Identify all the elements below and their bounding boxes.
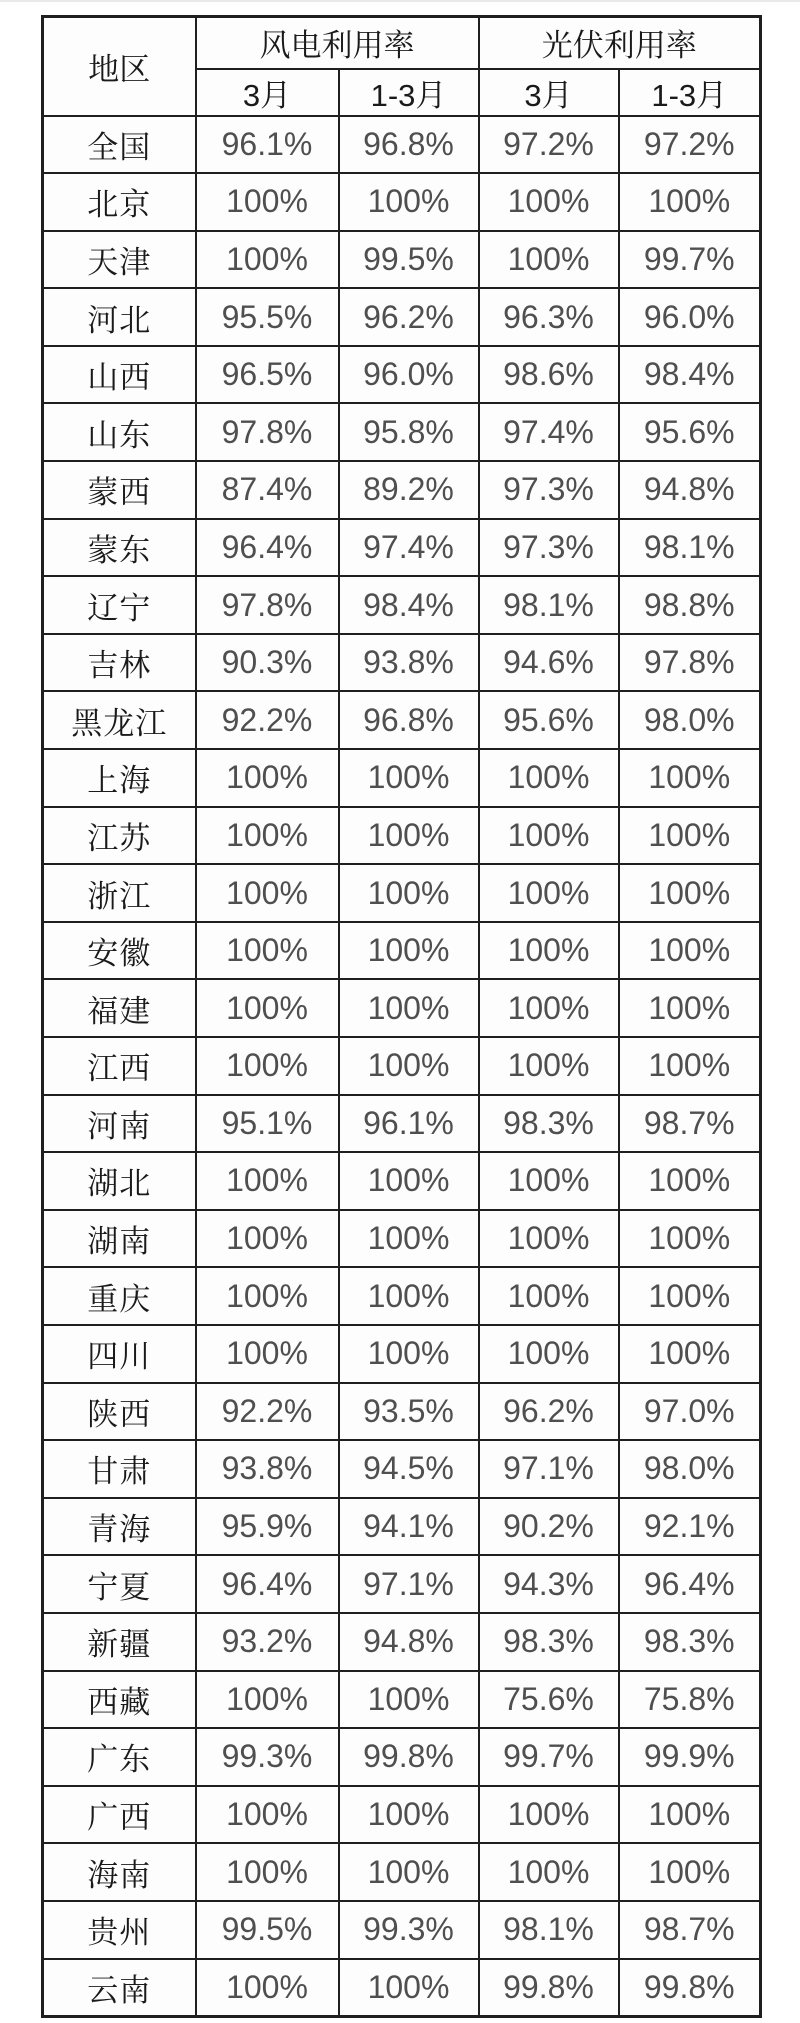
region-cell: 河南 xyxy=(43,1095,196,1153)
pv-jan-mar-cell: 92.1% xyxy=(619,1498,761,1556)
pv-march-cell: 100% xyxy=(479,173,619,231)
region-cell: 重庆 xyxy=(43,1267,196,1325)
pv-jan-mar-cell: 100% xyxy=(619,979,761,1037)
region-cell: 陕西 xyxy=(43,1383,196,1441)
table-row xyxy=(43,979,761,1037)
wind-march-cell: 95.1% xyxy=(196,1095,339,1153)
wind-jan-mar-cell: 100% xyxy=(339,1671,479,1729)
header-wind-jan-mar: 1-3月 xyxy=(339,69,479,116)
table-row xyxy=(43,1095,761,1153)
wind-jan-mar-cell: 99.8% xyxy=(339,1728,479,1786)
pv-jan-mar-cell: 97.2% xyxy=(619,116,761,174)
pv-jan-mar-cell: 100% xyxy=(619,922,761,980)
table-row xyxy=(43,1728,761,1786)
wind-jan-mar-cell: 93.8% xyxy=(339,634,479,692)
pv-jan-mar-cell: 98.8% xyxy=(619,576,761,634)
wind-jan-mar-cell: 93.5% xyxy=(339,1383,479,1441)
table-row xyxy=(43,1613,761,1671)
region-cell: 浙江 xyxy=(43,864,196,922)
wind-march-cell: 100% xyxy=(196,1210,339,1268)
table-row xyxy=(43,1901,761,1959)
screenshot-top-divider xyxy=(0,0,800,2)
wind-march-cell: 100% xyxy=(196,1325,339,1383)
pv-jan-mar-cell: 100% xyxy=(619,864,761,922)
pv-march-cell: 94.6% xyxy=(479,634,619,692)
wind-jan-mar-cell: 89.2% xyxy=(339,461,479,519)
table-row xyxy=(43,1152,761,1210)
table-row xyxy=(43,807,761,865)
region-cell: 吉林 xyxy=(43,634,196,692)
wind-march-cell: 100% xyxy=(196,922,339,980)
pv-jan-mar-cell: 98.7% xyxy=(619,1095,761,1153)
region-cell: 安徽 xyxy=(43,922,196,980)
pv-march-cell: 100% xyxy=(479,1786,619,1844)
pv-jan-mar-cell: 98.4% xyxy=(619,346,761,404)
region-cell: 贵州 xyxy=(43,1901,196,1959)
region-cell: 湖北 xyxy=(43,1152,196,1210)
wind-march-cell: 87.4% xyxy=(196,461,339,519)
wind-march-cell: 95.5% xyxy=(196,288,339,346)
region-cell: 蒙东 xyxy=(43,519,196,577)
pv-march-cell: 100% xyxy=(479,1843,619,1901)
pv-march-cell: 100% xyxy=(479,1267,619,1325)
pv-jan-mar-cell: 98.0% xyxy=(619,691,761,749)
table-row xyxy=(43,1843,761,1901)
table-row xyxy=(43,1037,761,1095)
table-row xyxy=(43,461,761,519)
pv-jan-mar-cell: 94.8% xyxy=(619,461,761,519)
pv-jan-mar-cell: 99.8% xyxy=(619,1959,761,2017)
header-group-row xyxy=(43,17,761,69)
pv-jan-mar-cell: 96.4% xyxy=(619,1555,761,1613)
wind-march-cell: 100% xyxy=(196,1267,339,1325)
wind-march-cell: 96.5% xyxy=(196,346,339,404)
utilization-rate-table xyxy=(41,15,762,2018)
region-cell: 宁夏 xyxy=(43,1555,196,1613)
pv-march-cell: 99.7% xyxy=(479,1728,619,1786)
pv-jan-mar-cell: 96.0% xyxy=(619,288,761,346)
wind-march-cell: 100% xyxy=(196,1152,339,1210)
table-row xyxy=(43,231,761,289)
pv-march-cell: 97.1% xyxy=(479,1440,619,1498)
pv-jan-mar-cell: 97.0% xyxy=(619,1383,761,1441)
table-row xyxy=(43,634,761,692)
region-cell: 山东 xyxy=(43,403,196,461)
pv-jan-mar-cell: 98.7% xyxy=(619,1901,761,1959)
region-cell: 广西 xyxy=(43,1786,196,1844)
header-pv-jan-mar: 1-3月 xyxy=(619,69,761,116)
wind-march-cell: 99.3% xyxy=(196,1728,339,1786)
wind-jan-mar-cell: 96.1% xyxy=(339,1095,479,1153)
pv-jan-mar-cell: 100% xyxy=(619,1152,761,1210)
wind-march-cell: 96.1% xyxy=(196,116,339,174)
pv-march-cell: 98.3% xyxy=(479,1613,619,1671)
wind-march-cell: 100% xyxy=(196,1843,339,1901)
table-row xyxy=(43,1440,761,1498)
wind-jan-mar-cell: 100% xyxy=(339,1267,479,1325)
pv-jan-mar-cell: 100% xyxy=(619,1210,761,1268)
pv-march-cell: 97.4% xyxy=(479,403,619,461)
region-cell: 蒙西 xyxy=(43,461,196,519)
table-row xyxy=(43,576,761,634)
table-row xyxy=(43,346,761,404)
wind-march-cell: 100% xyxy=(196,1671,339,1729)
region-cell: 四川 xyxy=(43,1325,196,1383)
header-wind-march: 3月 xyxy=(196,69,339,116)
wind-march-cell: 97.8% xyxy=(196,403,339,461)
header-region: 地区 xyxy=(43,17,196,116)
wind-jan-mar-cell: 100% xyxy=(339,922,479,980)
wind-march-cell: 96.4% xyxy=(196,1555,339,1613)
pv-march-cell: 98.1% xyxy=(479,1901,619,1959)
wind-jan-mar-cell: 100% xyxy=(339,1843,479,1901)
pv-jan-mar-cell: 100% xyxy=(619,749,761,807)
pv-march-cell: 98.3% xyxy=(479,1095,619,1153)
pv-jan-mar-cell: 100% xyxy=(619,807,761,865)
pv-march-cell: 100% xyxy=(479,922,619,980)
pv-march-cell: 98.1% xyxy=(479,576,619,634)
table-row xyxy=(43,922,761,980)
pv-march-cell: 100% xyxy=(479,979,619,1037)
table-row xyxy=(43,403,761,461)
region-cell: 海南 xyxy=(43,1843,196,1901)
table-row xyxy=(43,1786,761,1844)
wind-jan-mar-cell: 100% xyxy=(339,749,479,807)
wind-jan-mar-cell: 100% xyxy=(339,1152,479,1210)
table-row xyxy=(43,1325,761,1383)
region-cell: 甘肃 xyxy=(43,1440,196,1498)
wind-march-cell: 90.3% xyxy=(196,634,339,692)
wind-march-cell: 96.4% xyxy=(196,519,339,577)
table-row xyxy=(43,1210,761,1268)
wind-jan-mar-cell: 97.1% xyxy=(339,1555,479,1613)
table-row xyxy=(43,864,761,922)
pv-march-cell: 75.6% xyxy=(479,1671,619,1729)
pv-jan-mar-cell: 100% xyxy=(619,1037,761,1095)
wind-march-cell: 97.8% xyxy=(196,576,339,634)
table-header xyxy=(43,17,761,116)
pv-march-cell: 100% xyxy=(479,1152,619,1210)
wind-jan-mar-cell: 95.8% xyxy=(339,403,479,461)
wind-jan-mar-cell: 96.8% xyxy=(339,691,479,749)
pv-march-cell: 97.3% xyxy=(479,461,619,519)
wind-jan-mar-cell: 99.5% xyxy=(339,231,479,289)
wind-jan-mar-cell: 100% xyxy=(339,1210,479,1268)
table-row xyxy=(43,749,761,807)
table-row xyxy=(43,1498,761,1556)
wind-jan-mar-cell: 94.5% xyxy=(339,1440,479,1498)
wind-jan-mar-cell: 96.0% xyxy=(339,346,479,404)
wind-march-cell: 100% xyxy=(196,749,339,807)
pv-march-cell: 99.8% xyxy=(479,1959,619,2017)
wind-jan-mar-cell: 99.3% xyxy=(339,1901,479,1959)
wind-jan-mar-cell: 100% xyxy=(339,807,479,865)
table-row xyxy=(43,1555,761,1613)
pv-jan-mar-cell: 98.0% xyxy=(619,1440,761,1498)
pv-jan-mar-cell: 98.1% xyxy=(619,519,761,577)
wind-jan-mar-cell: 94.8% xyxy=(339,1613,479,1671)
header-pv-march: 3月 xyxy=(479,69,619,116)
region-cell: 天津 xyxy=(43,231,196,289)
region-cell: 江苏 xyxy=(43,807,196,865)
pv-jan-mar-cell: 100% xyxy=(619,1843,761,1901)
region-cell: 上海 xyxy=(43,749,196,807)
wind-jan-mar-cell: 96.2% xyxy=(339,288,479,346)
wind-jan-mar-cell: 100% xyxy=(339,1786,479,1844)
pv-march-cell: 90.2% xyxy=(479,1498,619,1556)
wind-jan-mar-cell: 100% xyxy=(339,979,479,1037)
pv-jan-mar-cell: 100% xyxy=(619,173,761,231)
region-cell: 辽宁 xyxy=(43,576,196,634)
pv-march-cell: 98.6% xyxy=(479,346,619,404)
wind-march-cell: 100% xyxy=(196,173,339,231)
pv-march-cell: 96.2% xyxy=(479,1383,619,1441)
pv-jan-mar-cell: 100% xyxy=(619,1267,761,1325)
region-cell: 北京 xyxy=(43,173,196,231)
region-cell: 福建 xyxy=(43,979,196,1037)
table-row xyxy=(43,691,761,749)
wind-march-cell: 92.2% xyxy=(196,691,339,749)
pv-march-cell: 100% xyxy=(479,864,619,922)
wind-jan-mar-cell: 100% xyxy=(339,1037,479,1095)
region-cell: 新疆 xyxy=(43,1613,196,1671)
wind-jan-mar-cell: 94.1% xyxy=(339,1498,479,1556)
region-cell: 江西 xyxy=(43,1037,196,1095)
wind-march-cell: 93.8% xyxy=(196,1440,339,1498)
wind-march-cell: 100% xyxy=(196,979,339,1037)
region-cell: 广东 xyxy=(43,1728,196,1786)
table-row xyxy=(43,1383,761,1441)
pv-march-cell: 100% xyxy=(479,1037,619,1095)
table-row xyxy=(43,173,761,231)
pv-march-cell: 97.2% xyxy=(479,116,619,174)
pv-jan-mar-cell: 98.3% xyxy=(619,1613,761,1671)
wind-jan-mar-cell: 96.8% xyxy=(339,116,479,174)
wind-march-cell: 92.2% xyxy=(196,1383,339,1441)
wind-march-cell: 95.9% xyxy=(196,1498,339,1556)
wind-jan-mar-cell: 100% xyxy=(339,1325,479,1383)
region-cell: 山西 xyxy=(43,346,196,404)
pv-march-cell: 100% xyxy=(479,749,619,807)
wind-march-cell: 100% xyxy=(196,231,339,289)
table-row xyxy=(43,519,761,577)
pv-jan-mar-cell: 100% xyxy=(619,1325,761,1383)
wind-march-cell: 100% xyxy=(196,807,339,865)
wind-jan-mar-cell: 97.4% xyxy=(339,519,479,577)
pv-jan-mar-cell: 99.9% xyxy=(619,1728,761,1786)
region-cell: 湖南 xyxy=(43,1210,196,1268)
region-cell: 云南 xyxy=(43,1959,196,2017)
pv-march-cell: 95.6% xyxy=(479,691,619,749)
pv-jan-mar-cell: 100% xyxy=(619,1786,761,1844)
pv-march-cell: 100% xyxy=(479,1325,619,1383)
header-pv-utilization-group: 光伏利用率 xyxy=(479,17,761,69)
pv-march-cell: 100% xyxy=(479,807,619,865)
wind-jan-mar-cell: 100% xyxy=(339,1959,479,2017)
pv-march-cell: 100% xyxy=(479,231,619,289)
wind-march-cell: 99.5% xyxy=(196,1901,339,1959)
header-wind-utilization-group: 风电利用率 xyxy=(196,17,479,69)
pv-jan-mar-cell: 97.8% xyxy=(619,634,761,692)
wind-march-cell: 100% xyxy=(196,1786,339,1844)
region-cell: 西藏 xyxy=(43,1671,196,1729)
wind-jan-mar-cell: 98.4% xyxy=(339,576,479,634)
region-cell: 青海 xyxy=(43,1498,196,1556)
region-cell: 黑龙江 xyxy=(43,691,196,749)
pv-jan-mar-cell: 99.7% xyxy=(619,231,761,289)
table-row xyxy=(43,1671,761,1729)
table-body xyxy=(43,116,761,2017)
table-row xyxy=(43,1959,761,2017)
wind-jan-mar-cell: 100% xyxy=(339,864,479,922)
wind-jan-mar-cell: 100% xyxy=(339,173,479,231)
pv-march-cell: 96.3% xyxy=(479,288,619,346)
pv-march-cell: 94.3% xyxy=(479,1555,619,1613)
wind-march-cell: 100% xyxy=(196,1959,339,2017)
pv-march-cell: 100% xyxy=(479,1210,619,1268)
table-row xyxy=(43,288,761,346)
wind-march-cell: 100% xyxy=(196,1037,339,1095)
region-cell: 全国 xyxy=(43,116,196,174)
pv-march-cell: 97.3% xyxy=(479,519,619,577)
table-row xyxy=(43,116,761,174)
pv-jan-mar-cell: 95.6% xyxy=(619,403,761,461)
region-cell: 河北 xyxy=(43,288,196,346)
wind-march-cell: 100% xyxy=(196,864,339,922)
table-row xyxy=(43,1267,761,1325)
pv-jan-mar-cell: 75.8% xyxy=(619,1671,761,1729)
wind-march-cell: 93.2% xyxy=(196,1613,339,1671)
